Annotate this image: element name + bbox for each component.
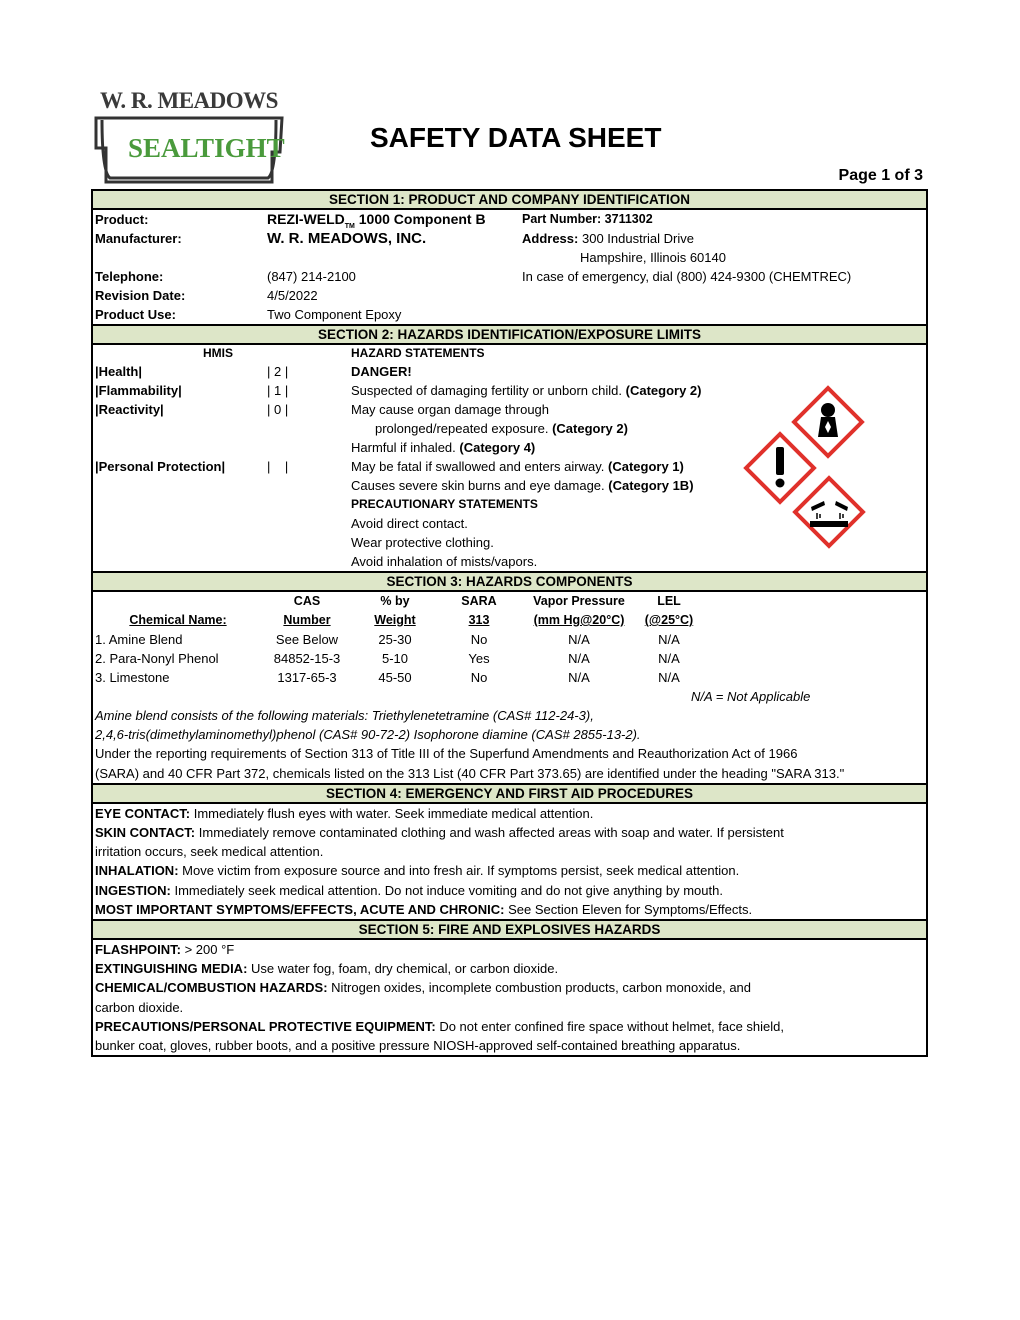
part-number: Part Number: 3711302 bbox=[522, 212, 653, 226]
revision-row bbox=[93, 286, 926, 305]
precautionary-statements-label: PRECAUTIONARY STATEMENTS bbox=[351, 497, 538, 511]
hmis-flammability-value: | 1 | bbox=[267, 383, 289, 398]
manufacturer-row bbox=[93, 229, 926, 248]
section3-heading: SECTION 3: HAZARDS COMPONENTS bbox=[93, 571, 926, 592]
data-sheet-table bbox=[91, 189, 928, 1057]
hmis-ppe-value: | | bbox=[267, 459, 289, 474]
na-note: N/A = Not Applicable bbox=[691, 689, 811, 704]
telephone-row bbox=[93, 267, 926, 286]
section2-heading: SECTION 2: HAZARDS IDENTIFICATION/EXPOSURE LIMITS bbox=[93, 324, 926, 345]
product-name: REZI-$WELD_{TM}$ 1000 Component B bbox=[267, 211, 486, 230]
chemical-name-header: Chemical Name: bbox=[129, 613, 227, 627]
table-row: 2. Para-Nonyl Phenol 84852-15-3 5-10 Yes N/A N/A bbox=[95, 651, 680, 666]
section1-heading: SECTION 1: PRODUCT AND COMPANY IDENTIFICATION bbox=[93, 191, 926, 210]
section5-heading: SECTION 5: FIRE AND EXPLOSIVES HAZARDS bbox=[93, 919, 926, 940]
components-header-row-1: CAS % by SARA Vapor Pressure LEL bbox=[293, 594, 681, 608]
hazard-statement: May be fatal if swallowed and enters airway. (Category 1) bbox=[351, 459, 684, 474]
fire-extinguishing-media: EXTINGUISHING MEDIA: Use water fog, foam, dry chemical, or carbon dioxide. bbox=[95, 961, 559, 977]
sealtight-logo bbox=[92, 112, 292, 186]
hmis-ppe-label: |Personal Protection| bbox=[95, 459, 226, 474]
first-aid-symptoms: MOST IMPORTANT SYMPTOMS/EFFECTS, ACUTE AND CHRONIC: See Section Eleven for Symptoms/Effects. bbox=[95, 901, 753, 917]
document-title: SAFETY DATA SHEET bbox=[370, 122, 662, 153]
components-header-row-2: Chemical Name: Number Weight 313 (mm Hg@20°C) (@25°C) bbox=[93, 611, 926, 630]
danger-signal-word: DANGER! bbox=[351, 364, 412, 379]
hazard-statement: Suspected of damaging fertility or unborn child. (Category 2) bbox=[351, 383, 702, 398]
product-use-value: Two Component Epoxy bbox=[267, 307, 402, 322]
section2-body bbox=[93, 345, 926, 571]
manufacturer-label: Manufacturer: bbox=[95, 231, 182, 246]
sealtight-brand-text: SEALTIGHT bbox=[128, 133, 285, 163]
product-label: Product: bbox=[95, 212, 149, 227]
hmis-reactivity-label: |Reactivity| bbox=[95, 402, 164, 417]
first-aid-skin: SKIN CONTACT: Immediately remove contaminated clothing and wash affected areas with soap and water. If persistent irritation occurs, seek medical attention. bbox=[95, 825, 784, 860]
amine-blend-note: Amine blend consists of the following materials: Triethylenetetramine (CAS# 112-24-3), 2,4,6-tris(dimethylaminomethyl)phenol (CAS# 90-72-2) Isophorone diamine (CAS# 2855-13-2). bbox=[95, 708, 641, 743]
page-number: Page 1 of 3 bbox=[838, 167, 923, 184]
hazard-statement: Causes severe skin burns and eye damage. (Category 1B) bbox=[351, 478, 694, 493]
hmis-flammability-label: |Flammability| bbox=[95, 383, 182, 398]
company-logo-text: W. R. MEADOWS bbox=[100, 88, 278, 113]
hazard-statement: prolonged/repeated exposure. (Category 2) bbox=[375, 421, 628, 436]
product-row bbox=[93, 210, 926, 229]
first-aid-ingestion: INGESTION: Immediately seek medical attention. Do not induce vomiting and do not give anything by mouth. bbox=[95, 882, 723, 898]
address-line-1: Address: 300 Industrial Drive bbox=[522, 231, 694, 246]
telephone-label: Telephone: bbox=[95, 269, 164, 284]
product-use-row bbox=[93, 305, 926, 324]
precautionary-statement: Avoid direct contact. bbox=[351, 516, 468, 531]
table-row: 1. Amine Blend See Below 25-30 No N/A N/A bbox=[95, 632, 680, 647]
precautionary-statement: Wear protective clothing. bbox=[351, 535, 494, 550]
sara-note: Under the reporting requirements of Section 313 of Title III of the Superfund Amendments and Reauthorization Act of 1966 (SARA) and 40 CFR Part 372, chemicals listed on the 313 List (40 CFR Part 373.65) are identified under the heading "SARA 313." bbox=[95, 746, 845, 781]
fire-combustion-hazards: CHEMICAL/COMBUSTION HAZARDS: Nitrogen oxides, incomplete combustion products, carbon monoxide, and carbon dioxide. bbox=[95, 980, 752, 1015]
address-row-2 bbox=[93, 248, 926, 267]
emergency-contact: In case of emergency, dial (800) 424-9300 (CHEMTREC) bbox=[522, 269, 852, 284]
first-aid-inhalation: INHALATION: Move victim from exposure source and into fresh air. If symptoms persist, seek medical attention. bbox=[95, 863, 740, 879]
na-note-row bbox=[93, 687, 926, 706]
hazard-statement: May cause organ damage through bbox=[351, 402, 550, 417]
hmis-reactivity-value: | 0 | bbox=[267, 402, 289, 417]
telephone-value: (847) 214-2100 bbox=[267, 269, 356, 284]
revision-label: Revision Date: bbox=[95, 288, 186, 303]
precautionary-statement: Avoid inhalation of mists/vapors. bbox=[351, 554, 538, 569]
hazard-statement: Harmful if inhaled. (Category 4) bbox=[351, 440, 536, 455]
fire-flashpoint: FLASHPOINT: > 200 °F bbox=[95, 942, 235, 958]
first-aid-eye: EYE CONTACT: Immediately flush eyes with water. Seek immediate medical attention. bbox=[95, 805, 594, 821]
hmis-health-value: | 2 | bbox=[267, 364, 289, 379]
table-row: 3. Limestone 1317-65-3 45-50 No N/A N/A bbox=[95, 670, 680, 685]
fire-ppe: PRECAUTIONS/PERSONAL PROTECTIVE EQUIPMENT: Do not enter confined fire space without helmet, face shield, bunker coat, gloves, rubber boots, and a positive pressure NIOSH-approved self-contained breathing apparatus. bbox=[95, 1018, 785, 1054]
hazard-statements-label: HAZARD STATEMENTS bbox=[351, 346, 485, 360]
hmis-label: HMIS bbox=[203, 346, 233, 360]
section4-heading: SECTION 4: EMERGENCY AND FIRST AID PROCEDURES bbox=[93, 783, 926, 804]
corrosion-icon bbox=[784, 467, 874, 557]
hmis-health-label: |Health| bbox=[95, 364, 143, 379]
product-use-label: Product Use: bbox=[95, 307, 176, 322]
revision-date: 4/5/2022 bbox=[267, 288, 318, 303]
address-line-2: Hampshire, Illinois 60140 bbox=[580, 250, 726, 265]
manufacturer-name: W. R. MEADOWS, INC. bbox=[267, 230, 427, 247]
